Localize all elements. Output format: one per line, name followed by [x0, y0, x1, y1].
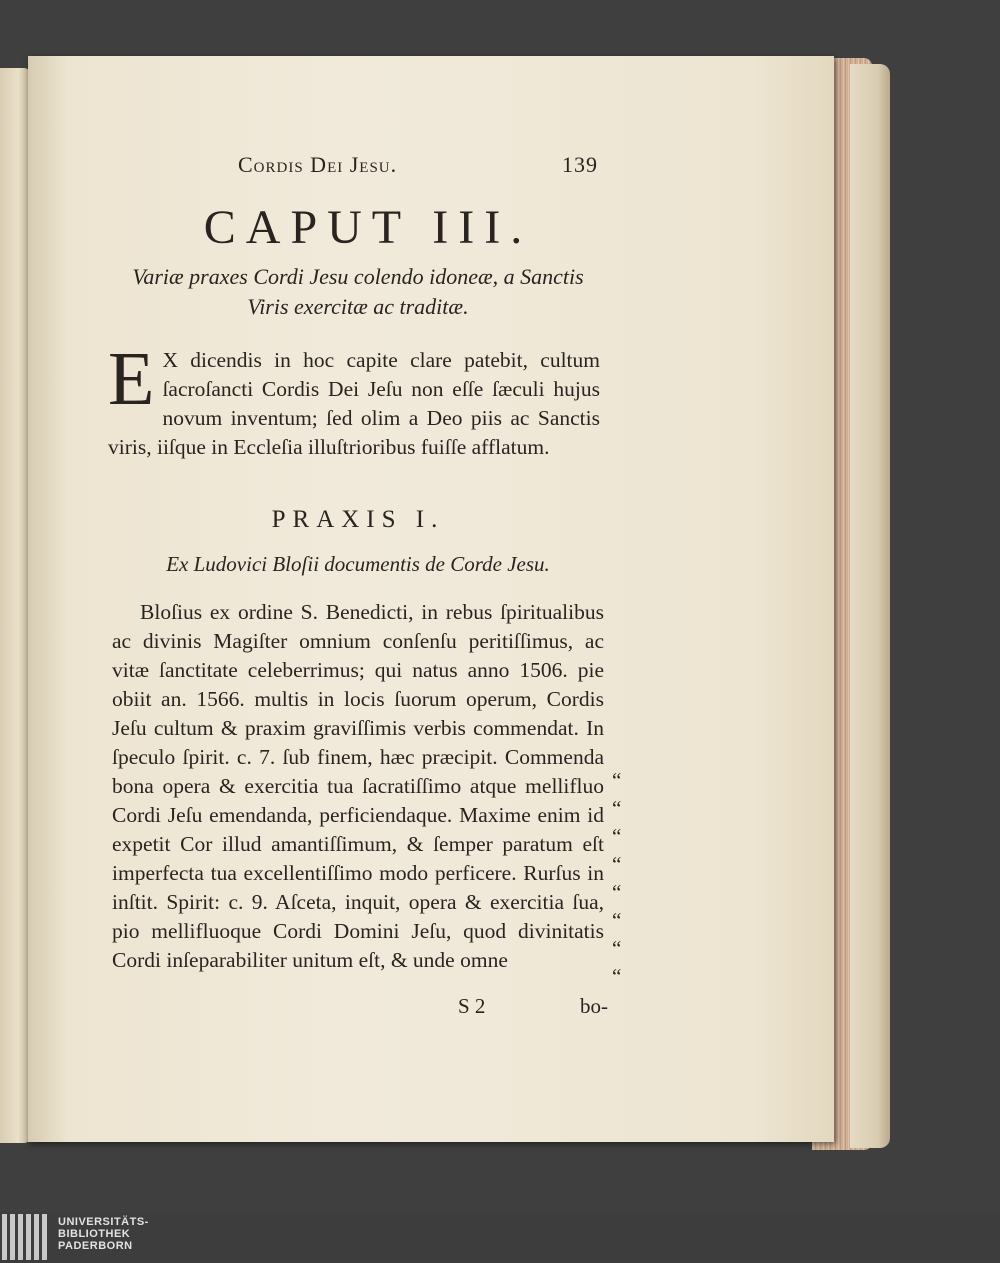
- intro-text: X dicendis in hoc capite clare patebit, cultum ſacroſancti Cordis Dei Jeſu non eſſe ſæculi hujus novum inventum; ſed olim a Deo piis ac Sanctis viris, iiſque in Eccleſia illuſtrioribus fuiſſe afflatum.: [108, 348, 600, 459]
- book-fore-edge: [850, 64, 890, 1148]
- margin-quote: “: [612, 852, 622, 876]
- section-title: PRAXIS I.: [271, 506, 445, 533]
- library-name-line3: PADERBORN: [58, 1240, 133, 1252]
- body-paragraph: Bloſius ex ordine S. Benedicti, in rebus ſpiritualibus ac divinis Magiſter omnium conſenſu peritiſſimus, ac vitæ ſanctitate celeberrimus; qui natus anno 1506. pie obiit an. 1566. multis in locis ſuorum operum, Cordis Jeſu cultum & praxim graviſſimis verbis commendat. In ſpeculo ſpirit. c. 7. ſub finem, hæc præcipit. Commenda bona opera & exercitia tua ſacratiſſimo atque mellifluo Cordi Jeſu emendanda, perficiendaque. Maxime enim id expetit Cor illud amantiſſimum, & ſemper paratum eſt imperfecta tua excellentiſſimo modo perficere. Rurſus in inſtit. Spirit: c. 9. Aſceta, inquit, opera & exercitia ſua, pio mellifluoque Cordi Domini Jeſu, quod divinitatis Cordi inſeparabiliter unitum eſt, & unde omne: [112, 600, 604, 972]
- library-name-line1: UNIVERSITÄTS-: [58, 1216, 149, 1228]
- margin-quote: “: [612, 768, 622, 792]
- chapter-subtitle: [108, 262, 608, 322]
- catchword: bo-: [580, 994, 608, 1018]
- margin-quote: “: [612, 796, 622, 820]
- library-name-line2: BIBLIOTHEK: [58, 1228, 131, 1240]
- margin-quote: “: [612, 880, 622, 904]
- library-logo-icon: [2, 1214, 47, 1260]
- chapter-subtitle-line2: Viris exercitæ ac traditæ.: [247, 294, 469, 319]
- library-name: [58, 1216, 149, 1252]
- margin-quote: “: [612, 824, 622, 848]
- signature-mark: S 2: [458, 994, 486, 1018]
- chapter-subtitle-line1: Variæ praxes Cordi Jesu colendo idoneæ, a Sanctis: [132, 264, 584, 289]
- chapter-title: CAPUT III.: [203, 201, 533, 254]
- running-header: [108, 152, 608, 178]
- intro-paragraph: [108, 337, 600, 462]
- left-page-edge: [0, 68, 30, 1143]
- margin-quote: “: [612, 936, 622, 960]
- drop-cap: E: [108, 337, 155, 421]
- page-number: 139: [562, 152, 598, 177]
- margin-quotes: [612, 766, 632, 990]
- margin-quote: “: [612, 964, 622, 988]
- section-subtitle: Ex Ludovici Bloſii documentis de Corde Jesu.: [166, 552, 550, 576]
- margin-quote: “: [612, 908, 622, 932]
- library-banner: [0, 1212, 1000, 1263]
- running-title: Cordis Dei Jesu.: [238, 152, 398, 177]
